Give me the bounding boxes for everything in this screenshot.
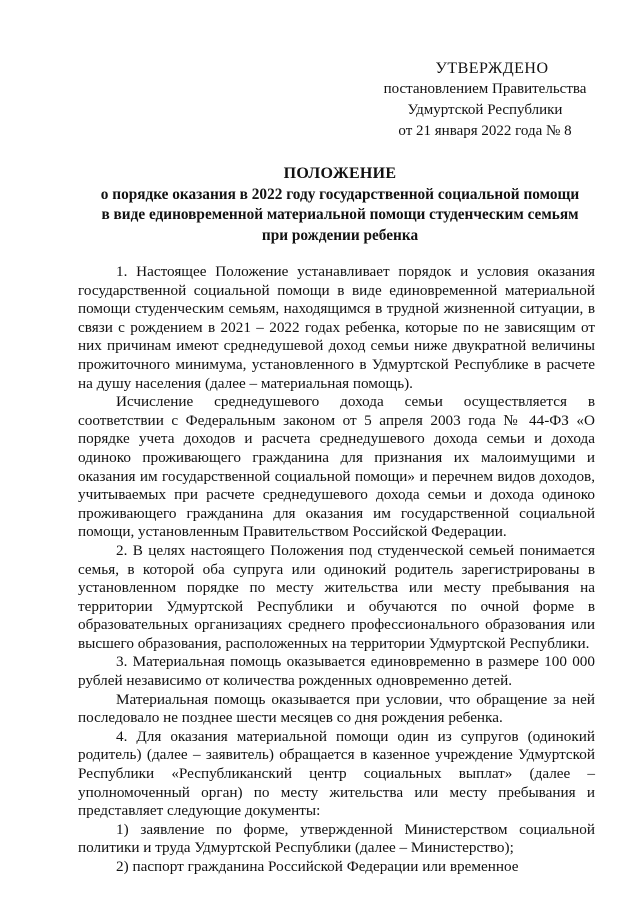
approval-date-line: от 21 января 2022 года № 8	[398, 123, 572, 139]
approval-government-line: Удмуртской Республики	[407, 102, 563, 118]
list-item-1: 1) заявление по форме, утвержденной Министерством социальной политики и труда Удмуртской Республики (далее – Министерство);	[78, 820, 595, 857]
approval-resolution-line: постановлением Правительства	[383, 81, 587, 97]
document-subtitle-line-2: в виде единовременной материальной помощи студенческим семьям	[101, 206, 579, 223]
list-item-2: 2) паспорт гражданина Российской Федерации или временное	[116, 858, 519, 875]
approved-label: УТВЕРЖДЕНО	[435, 60, 549, 77]
paragraph-application-deadline: Материальная помощь оказывается при условии, что обращение за ней последовало не позднее шести месяцев со дня рождения ребенка.	[78, 690, 595, 727]
document-subtitle-line-3: при рождении ребенка	[261, 226, 419, 244]
document-title-block	[60, 164, 620, 246]
paragraph-income-calculation: Исчисление среднедушевого дохода семьи осуществляется в соответствии с Федеральным законом от 5 апреля 2003 года № 44-ФЗ «О порядке учета доходов и расчета среднедушевого дохода семьи и дохода одиноко проживающего гражданина для признания их малоимущими и оказания им государственной социальной помощи» и перечнем видов доходов, учитываемых при расчете среднедушевого дохода семьи и дохода одиноко проживающего гражданина для оказания им государственной социальной помощи, установленным Правительством Российской Федерации.	[78, 393, 595, 541]
paragraph-2: 2. В целях настоящего Положения под студенческой семьей понимается семья, в которой оба супруга или одинокий родитель зарегистрированы в установленном порядке по месту жительства или месту пребывания на территории Удмуртской Республики и обучаются по очной форме в образовательных организациях среднего профессионального образования или высшего образования, расположенных на территории Удмуртской Республики.	[78, 541, 595, 652]
approval-stamp	[360, 58, 610, 142]
paragraph-3: 3. Материальная помощь оказывается единовременно в размере 100 000 рублей независимо от количества рожденных одновременно детей.	[78, 653, 595, 690]
document-title: ПОЛОЖЕНИЕ	[283, 165, 397, 182]
document-subtitle-line-1: о порядке оказания в 2022 году государственной социальной помощи	[100, 185, 580, 203]
paragraph-4: 4. Для оказания материальной помощи один из супругов (одинокий родитель) (далее – заявитель) обращается в казенное учреждение Удмуртской Республики «Республиканский центр социальных выплат» (далее – уполномоченный орган) по месту жительства или месту пребывания и представляет следующие документы:	[78, 727, 595, 820]
paragraph-1: 1. Настоящее Положение устанавливает порядок и условия оказания государственной социальной помощи в виде единовременной материальной помощи студенческим семьям, находящимся в трудной жизненной ситуации, в связи с рождением в 2021 – 2022 годах ребенка, которые по не зависящим от них причинам имеют среднедушевой доход семьи ниже двукратной величины прожиточного минимума, установленного в Удмуртской Республике в расчете на душу населения (далее – материальная помощь).	[78, 263, 595, 392]
document-body	[78, 263, 595, 877]
